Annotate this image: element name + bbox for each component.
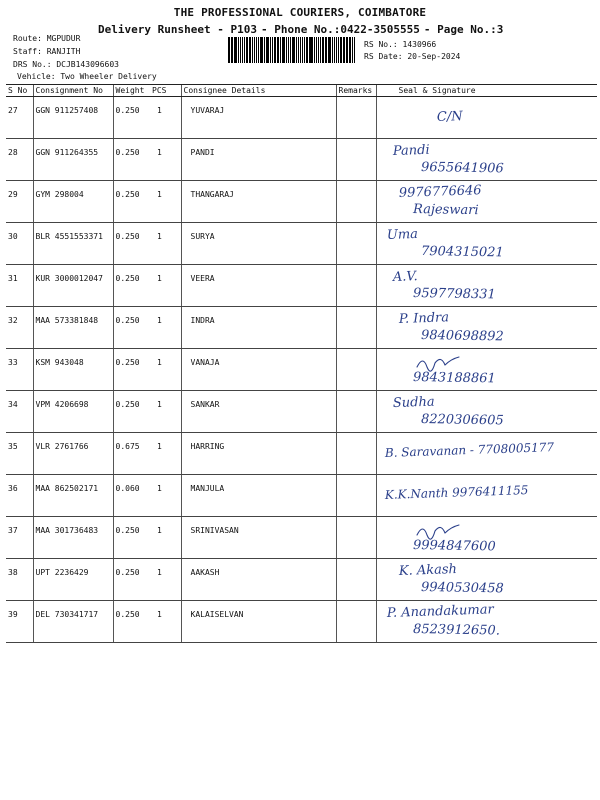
page-number: - Page No.:3 — [423, 23, 504, 36]
consignment-cell: BLR 4551553371 — [33, 223, 113, 265]
sno-cell: 37 — [6, 517, 33, 559]
table-header-row — [6, 85, 597, 97]
remarks-cell — [336, 349, 376, 391]
consignee-cell: SANKAR — [181, 391, 336, 433]
table-row — [6, 139, 597, 181]
consignment-cell: GGN 911264355 — [33, 139, 113, 181]
route-label: Route: MGPUDUR — [13, 34, 81, 43]
weight-cell: 0.250 — [113, 391, 150, 433]
weight-cell: 0.250 — [113, 97, 150, 139]
weight-cell: 0.250 — [113, 223, 150, 265]
signature-text: Sudha — [392, 394, 435, 411]
handwritten-signature — [377, 433, 598, 474]
pcs-cell: 1 — [150, 433, 181, 475]
col-header-pcs: PCS — [150, 85, 181, 97]
col-header-signature: Seal & Signature — [376, 85, 597, 97]
signature-cell — [376, 97, 597, 139]
signature-text: 8220306605 — [420, 412, 504, 429]
signature-cell — [376, 349, 597, 391]
handwritten-signature — [377, 601, 598, 642]
pcs-cell: 1 — [150, 97, 181, 139]
rs-date: RS Date: 20-Sep-2024 — [364, 52, 461, 61]
consignment-cell: VPM 4206698 — [33, 391, 113, 433]
weight-cell: 0.675 — [113, 433, 150, 475]
sno-cell: 30 — [6, 223, 33, 265]
consignment-cell: KUR 3000012047 — [33, 265, 113, 307]
consignee-cell: YUVARAJ — [181, 97, 336, 139]
table-row — [6, 349, 597, 391]
sno-cell: 28 — [6, 139, 33, 181]
signature-cell — [376, 181, 597, 223]
table-row — [6, 517, 597, 559]
signature-cell — [376, 601, 597, 643]
remarks-cell — [336, 181, 376, 223]
sno-cell: 36 — [6, 475, 33, 517]
signature-cell — [376, 517, 597, 559]
remarks-cell — [336, 601, 376, 643]
runsheet-number: Delivery Runsheet - P103 — [98, 23, 257, 36]
runsheet-subtitle — [98, 23, 507, 36]
signature-cell — [376, 391, 597, 433]
sno-cell: 35 — [6, 433, 33, 475]
signature-text: Uma — [386, 226, 418, 243]
table-row — [6, 601, 597, 643]
table-row — [6, 475, 597, 517]
consignment-cell: MAA 862502171 — [33, 475, 113, 517]
remarks-cell — [336, 97, 376, 139]
drs-number: DRS No.: DCJB143096603 — [13, 60, 119, 69]
handwritten-signature — [377, 181, 598, 222]
weight-cell: 0.250 — [113, 517, 150, 559]
remarks-cell — [336, 139, 376, 181]
consignment-cell: GGN 911257408 — [33, 97, 113, 139]
table-row — [6, 391, 597, 433]
signature-text: 9840698892 — [420, 328, 504, 345]
weight-cell: 0.250 — [113, 139, 150, 181]
sno-cell: 33 — [6, 349, 33, 391]
consignment-cell: UPT 2236429 — [33, 559, 113, 601]
weight-cell: 0.250 — [113, 265, 150, 307]
runsheet-table — [6, 84, 597, 643]
consignee-cell: VEERA — [181, 265, 336, 307]
signature-text: 7904315021 — [420, 244, 504, 261]
remarks-cell — [336, 391, 376, 433]
signature-cell — [376, 223, 597, 265]
handwritten-signature — [377, 349, 598, 390]
consignee-cell: HARRING — [181, 433, 336, 475]
consignment-cell: KSM 943048 — [33, 349, 113, 391]
signature-text: K. Akash — [398, 561, 457, 579]
table-row — [6, 433, 597, 475]
weight-cell: 0.250 — [113, 559, 150, 601]
company-title: THE PROFESSIONAL COURIERS, COIMBATORE — [173, 6, 427, 19]
handwritten-signature — [377, 223, 598, 264]
signature-text: 9655641906 — [420, 160, 504, 177]
signature-text: P. Anandakumar — [386, 602, 494, 621]
vehicle-label: Vehicle: Two Wheeler Delivery — [17, 72, 157, 81]
consignment-cell: VLR 2761766 — [33, 433, 113, 475]
signature-text: 9994847600 — [412, 538, 496, 555]
handwritten-signature — [377, 265, 598, 306]
consignee-cell: MANJULA — [181, 475, 336, 517]
handwritten-signature — [377, 559, 598, 600]
consignee-cell: AAKASH — [181, 559, 336, 601]
signature-cell — [376, 475, 597, 517]
signature-text: 8523912650. — [412, 622, 500, 639]
pcs-cell: 1 — [150, 265, 181, 307]
handwritten-signature — [377, 97, 598, 138]
signature-text: 9597798331 — [412, 286, 496, 303]
consignee-cell: SRINIVASAN — [181, 517, 336, 559]
pcs-cell: 1 — [150, 601, 181, 643]
staff-label: Staff: RANJITH — [13, 47, 81, 56]
handwritten-signature — [377, 475, 598, 516]
col-header-consignment: Consignment No — [33, 85, 113, 97]
consignee-cell: PANDI — [181, 139, 336, 181]
pcs-cell: 1 — [150, 349, 181, 391]
table-row — [6, 265, 597, 307]
remarks-cell — [336, 559, 376, 601]
signature-cell — [376, 433, 597, 475]
table-row — [6, 97, 597, 139]
consignment-cell: DEL 730341717 — [33, 601, 113, 643]
col-header-consignee: Consignee Details — [181, 85, 336, 97]
signature-text: 9940530458 — [420, 580, 504, 597]
remarks-cell — [336, 433, 376, 475]
weight-cell: 0.250 — [113, 181, 150, 223]
signature-text: 9843188861 — [412, 370, 496, 387]
signature-text: 9976776646 — [398, 183, 482, 201]
signature-text: P. Indra — [398, 310, 449, 327]
remarks-cell — [336, 223, 376, 265]
table-row — [6, 559, 597, 601]
sno-cell: 29 — [6, 181, 33, 223]
signature-text: A.V. — [392, 269, 418, 285]
pcs-cell: 1 — [150, 181, 181, 223]
sno-cell: 32 — [6, 307, 33, 349]
weight-cell: 0.250 — [113, 349, 150, 391]
pcs-cell: 1 — [150, 475, 181, 517]
signature-scribble — [417, 357, 459, 371]
pcs-cell: 1 — [150, 559, 181, 601]
table-row — [6, 307, 597, 349]
pcs-cell: 1 — [150, 517, 181, 559]
remarks-cell — [336, 265, 376, 307]
col-header-remarks: Remarks — [336, 85, 376, 97]
sno-cell: 31 — [6, 265, 33, 307]
sno-cell: 27 — [6, 97, 33, 139]
sno-cell: 34 — [6, 391, 33, 433]
col-header-weight: Weight — [113, 85, 150, 97]
signature-cell — [376, 139, 597, 181]
signature-cell — [376, 559, 597, 601]
consignee-cell: THANGARAJ — [181, 181, 336, 223]
pcs-cell: 1 — [150, 139, 181, 181]
signature-text: K.K.Nanth 9976411155 — [384, 482, 529, 502]
remarks-cell — [336, 475, 376, 517]
consignee-cell: INDRA — [181, 307, 336, 349]
remarks-cell — [336, 517, 376, 559]
table-row — [6, 181, 597, 223]
col-header-sno: S No — [6, 85, 33, 97]
handwritten-signature — [377, 517, 598, 558]
pcs-cell: 1 — [150, 307, 181, 349]
sno-cell: 39 — [6, 601, 33, 643]
remarks-cell — [336, 307, 376, 349]
handwritten-signature — [377, 391, 598, 432]
rs-number: RS No.: 1430966 — [364, 40, 437, 49]
signature-cell — [376, 307, 597, 349]
signature-text: C/N — [436, 109, 463, 125]
signature-scribble — [417, 525, 459, 539]
weight-cell: 0.250 — [113, 307, 150, 349]
consignee-cell: KALAISELVAN — [181, 601, 336, 643]
sno-cell: 38 — [6, 559, 33, 601]
consignee-cell: SURYA — [181, 223, 336, 265]
weight-cell: 0.060 — [113, 475, 150, 517]
pcs-cell: 1 — [150, 223, 181, 265]
signature-cell — [376, 265, 597, 307]
pcs-cell: 1 — [150, 391, 181, 433]
signature-text: B. Saravanan - 7708005177 — [384, 440, 554, 460]
phone-number: - Phone No.:0422-3505555 — [260, 23, 420, 36]
table-row — [6, 223, 597, 265]
barcode-image — [228, 37, 356, 63]
signature-text: Rajeswari — [412, 202, 479, 219]
handwritten-signature — [377, 139, 598, 180]
consignment-cell: MAA 573381848 — [33, 307, 113, 349]
consignment-cell: GYM 298004 — [33, 181, 113, 223]
consignee-cell: VANAJA — [181, 349, 336, 391]
consignment-cell: MAA 301736483 — [33, 517, 113, 559]
signature-text: Pandi — [392, 142, 430, 159]
handwritten-signature — [377, 307, 598, 348]
weight-cell: 0.250 — [113, 601, 150, 643]
